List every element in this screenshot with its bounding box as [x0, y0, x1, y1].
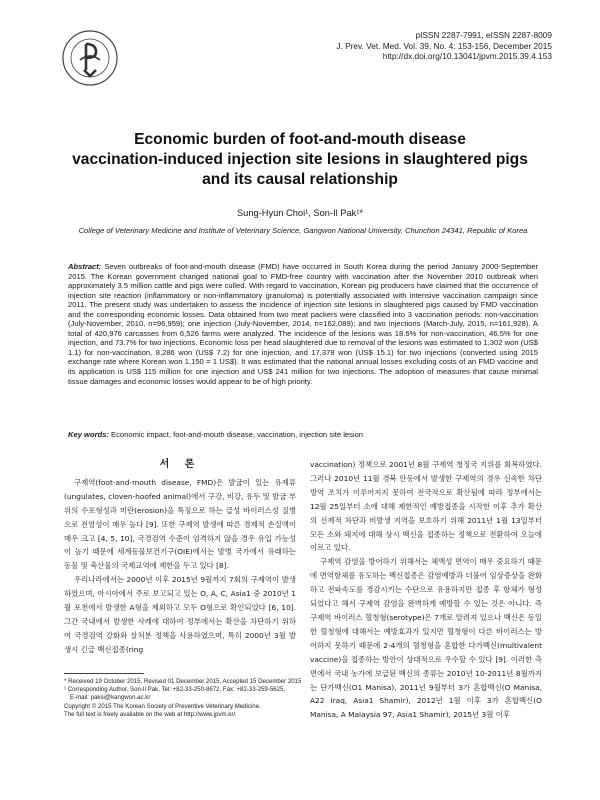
- abstract-label: Abstract:: [68, 262, 102, 271]
- keywords-text: Economic impact, foot-and-mouth disease, vaccination, injection site lesion: [108, 430, 364, 439]
- affiliation: College of Veterinary Medicine and Institute of Veterinary Science, Gangwon National University, Chunchon 24341, Republic of Korea: [78, 226, 528, 235]
- body-paragraph: 구제역(foot-and-mouth disease, FMD)은 발굽이 있는 유제류(ungulates, cloven-hoofed animal)에서 구강, 비강, 유두 및 발굽 부위의 수포형성과 미란(erosion)을 특징으로 하는 급성 바이러스성 질병으로 전염성이 매우 높다 [9]. 또한 구제역 발생에 따른 경제적 손실액이 매우 크고 [4, 5, 10], 국경검역 수준이 엄격하지 않을 경우 유입 가능성이 높기 때문에 세계동물보건기구(OIE)에서는 발병 국가에서 유래하는 동물 및 축산물의 국제교역에 제한을 두고 있다 [8].: [64, 477, 296, 571]
- footnote-copyright: Copyright © 2015 The Korean Society of Preventive Veterinary Medicine.: [64, 702, 261, 710]
- authors: Sung-Hyun Choi¹, Son-Il Pak¹*: [236, 208, 364, 218]
- citation: J. Prev. Vet. Med. Vol. 39, No. 4: 153-156, December 2015: [336, 40, 552, 51]
- issn: pISSN 2287-7991, eISSN 2287-8009: [415, 30, 552, 40]
- abstract-text: Seven outbreaks of foot-and-mouth disease (FMD) have occurred in South Korea during the period January 2000-September 2015. The Korean government changed national goal to FMD-free country with vaccination after the November 2010 outbreak when approximately 3.5 million cattle and pigs were culled. With regard to vaccination, Korean pig producers have claimed that the occurrence of injection site reaction (inflammatory or non-inflammatory granuloma) is potentially associated with intensive vaccination campaign since 2011. The present study was undertaken to assess the incidence of injection site lesions in slaughtered pigs caused by FMD vaccination and the corresponding economic losses. Data obtained from two meat packers were classified into 3 vaccination periods: non-vaccination (July-November, 2010, n=96,959); one injection (July-November, 2014, n=162,089); and two injections (March-July, 2015, n=161,928). A total of 420,976 carcasses from 6,526 farms were analyzed. The incidence of the lesions was 18.6% for non-vaccination, 46.5% for one injection, and 73.7% for two injections. Economic loss per head slaughtered due to removal of the lesions was estimated to 1,302 won (US$ 1.1) for non-vaccination, 8,286 won (US$ 7.2) for one injection, and 17,378 won (US$ 15.1) for two injections (converted using 2015 exchange rate where Korean won 1,150 = 1 US$). It was estimated that the national annual losses excluding costs of an FMD vaccine and its application is US$ 115 million for one injection and US$ 241 million for two injections. The adoption of measures that cause minimal tissue damages and economic losses would appear to be of high priority.: [68, 262, 538, 386]
- section-heading: 서 론: [159, 459, 201, 470]
- abstract: [68, 262, 538, 386]
- paper-title: [60, 130, 540, 190]
- footnote-fulltext: The full text is freely available on the web at http://www.jpvm.kr/.: [64, 710, 237, 718]
- journal-header: [336, 30, 552, 62]
- footnote-corresponding: ¹ Corresponding Author. Son-Il Pak, Tel: +82-33-250-8672, Fax: +82-33-259-5625,: [64, 686, 286, 694]
- title-line-3: and its causal relationship: [202, 171, 398, 188]
- body-paragraph: vaccination) 정책으로 2001년 8월 구제역 청정국 지위를 회복하였다. 그러나 2010년 11월 경북 안동에서 발생한 구제역의 경우 신속한 차단방역 조치가 이루어지지 못하여 전국적으로 확산됨에 따라 정부에서는 12월 25일부터 소에 대해 제한적인 예방접종을 시작한 이후 추가 확산의 선제적 차단과 비발생 지역을 보호하기 위해 2011년 1월 13일부터 모든 소와 돼지에 대해 상시 백신을 접종하는 정책으로 전환하여 오늘에 이르고 있다.: [310, 460, 542, 553]
- keywords-label: Key words:: [68, 430, 109, 439]
- keywords: [68, 430, 538, 440]
- doi-link[interactable]: http://dx.doi.org/10.13041/jpvm.2015.39.4.153: [382, 51, 552, 62]
- title-line-1: Economic burden of foot-and-mouth disease: [134, 131, 466, 148]
- footnote-divider: [64, 673, 144, 674]
- body-column-left: [64, 458, 296, 657]
- footnote-received: * Received 19 October 2015, Revised 01 December 2015, Accepted 15 December 2015: [64, 678, 302, 685]
- footnote-email[interactable]: E-mail: paksi@kangwon.ac.kr: [70, 694, 151, 702]
- body-paragraph: 구제역 감염을 방어하기 위해서는 체액성 면역이 매우 중요하기 때문에 면역항체를 유도하는 백신접종은 감염예방과 더불어 임상증상을 완화하고 전파속도를 경감시키는 수단으로 유용하지만 접종 후 항체가 형성되었다고 해서 구제역 감염을 완벽하게 예방할 수 있는 것은 아니다. 즉 구제역 바이러스 혈청형(serotype)은 7개로 알려져 있으나 백신은 동일한 혈청형에 대해서는 예방효과가 있지만 혈청형이 다른 바이러스는 방어하지 못하기 때문에 2-4개의 혈청형을 혼합한 다가백신(multivalent vaccine)을 접종하는 방안이 상대적으로 우수할 수 있다 [9]. 이러한 측면에서 국내 농가에 보급된 백신의 종류는 2010년 10-2011년 8월까지는 단가백신(O1 Manisa), 2011년 9월부터 3가 혼합백신(O Manisa, A22 Iraq, Asia1 Shamir), 2012년 1월 이후 3가 혼합백신(O Manisa, A Malaysia 97, Asia1 Shamir), 2015년 3월 이후: [310, 557, 542, 720]
- body-paragraph: 우리나라에서는 2000년 이후 2015년 9월까지 7회의 구제역이 발생하였으며, 아시아에서 주로 보고되고 있는 O, A, C, Asia1 중 2010년 1월 포천에서 발생한 A형을 제외하고 모두 O형으로 확인되었다 [6, 10]. 그간 국내에서 발생한 사례에 대하여 정부에서는 확산을 차단하기 위하여 국경검역 강화와 살처분 정책을 사용하였으며, 특히 2000년 3월 발생시 긴급 백신접종(ring: [64, 575, 296, 654]
- journal-logo-icon: [62, 30, 118, 86]
- title-line-2: vaccination-induced injection site lesions in slaughtered pigs: [72, 151, 528, 168]
- footnotes: [64, 678, 304, 719]
- body-column-right: [310, 458, 542, 722]
